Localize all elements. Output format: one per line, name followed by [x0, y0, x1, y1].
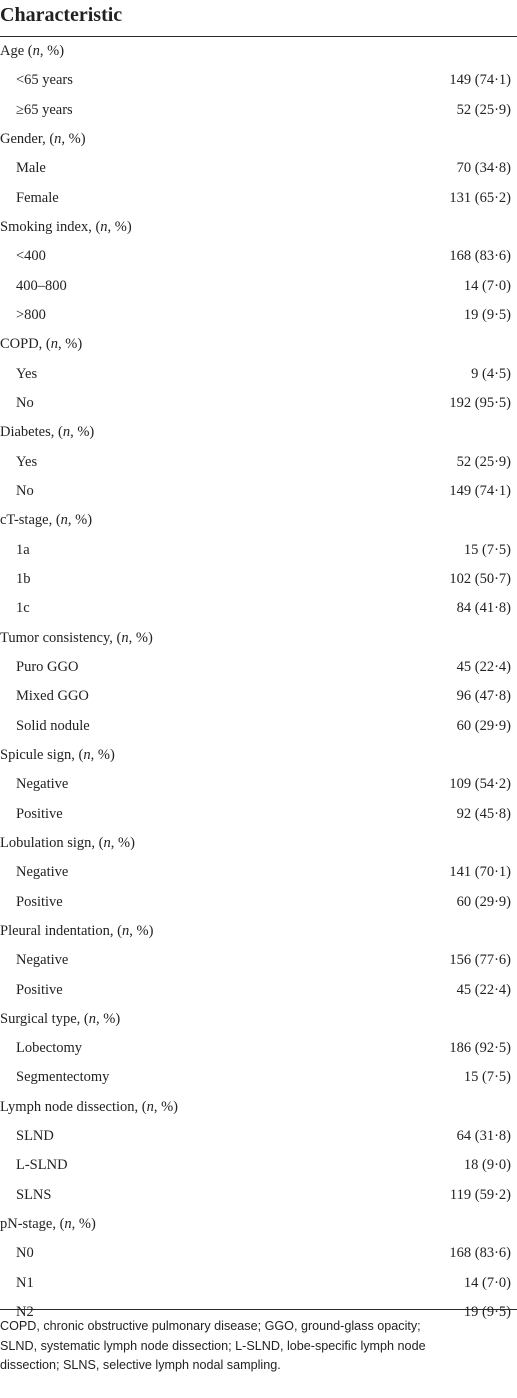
row-value: 9 (4·5): [471, 365, 511, 382]
row-label: <400: [16, 248, 46, 265]
row-label: Positive: [16, 805, 63, 822]
category-label-text: COPD, (: [0, 336, 51, 353]
footnote-line: SLND, systematic lymph node dissection; L-SLND, lobe-specific lymph node: [0, 1338, 426, 1353]
category-label-suffix: , %): [129, 922, 154, 939]
category-label-text: pN-stage, (: [0, 1216, 65, 1233]
row-value: 131 (65·2): [449, 189, 511, 206]
table-row: [0, 1122, 517, 1151]
table-row: [0, 301, 517, 330]
row-label: Female: [16, 189, 59, 206]
table-row: [0, 770, 517, 799]
category-label-suffix: , %): [70, 424, 95, 441]
category-row: [0, 1093, 517, 1122]
row-value: 192 (95·5): [449, 394, 511, 411]
category-label: [0, 424, 94, 441]
row-value: 119 (59·2): [449, 1186, 511, 1203]
category-label-n: n: [64, 1216, 72, 1233]
row-label: 1b: [16, 570, 31, 587]
category-label-n: n: [103, 834, 111, 851]
table-row: [0, 242, 517, 271]
category-label-suffix: , %): [153, 1098, 179, 1115]
row-value: 70 (34·8): [456, 160, 511, 177]
category-label-text: Diabetes, (: [0, 424, 63, 441]
row-label: Yes: [16, 453, 38, 470]
row-label: Male: [16, 160, 46, 177]
table-row: [0, 888, 517, 917]
category-label-text: Tumor consistency, (: [0, 629, 122, 646]
row-value: 96 (47·8): [456, 688, 511, 705]
row-label: N0: [16, 1245, 34, 1262]
row-label: No: [16, 394, 34, 411]
row-label: Segmentectomy: [16, 1069, 110, 1086]
table-row: [0, 653, 517, 682]
footnote-line: COPD, chronic obstructive pulmonary disease; GGO, ground-glass opacity;: [0, 1319, 421, 1333]
table-row: [0, 536, 517, 565]
row-value: 168 (83·6): [449, 1245, 511, 1262]
row-value: 92 (45·8): [456, 805, 511, 822]
table-row: [0, 184, 517, 213]
category-label: [0, 923, 153, 940]
category-label-n: n: [50, 336, 59, 353]
row-value: 102 (50·7): [449, 570, 511, 587]
category-row: [0, 330, 517, 359]
category-label-text: Age (: [0, 43, 33, 59]
category-label-n: n: [122, 922, 130, 939]
category-row: [0, 37, 517, 66]
row-label: <65 years: [16, 72, 73, 89]
row-value: 60 (29·9): [456, 717, 511, 734]
category-label: [0, 1099, 178, 1116]
row-label: Yes: [16, 365, 38, 382]
row-label: No: [16, 482, 34, 499]
category-label-n: n: [62, 424, 71, 441]
table-row: [0, 96, 517, 125]
footnote-line: dissection; SLNS, selective lymph nodal sampling.: [0, 1358, 281, 1372]
category-row: [0, 418, 517, 447]
table-header: [0, 0, 517, 37]
row-label: Solid nodule: [16, 717, 90, 734]
category-label-suffix: , %): [128, 629, 153, 646]
category-label: [0, 747, 115, 764]
category-label-n: n: [88, 1010, 96, 1027]
category-label: [0, 219, 132, 236]
category-label-n: n: [54, 130, 62, 147]
row-value: 15 (7·5): [463, 1069, 511, 1086]
table-row: [0, 682, 517, 711]
table-row: [0, 565, 517, 594]
row-value: 45 (22·4): [456, 981, 511, 998]
category-row: [0, 1210, 517, 1239]
category-label: [0, 1216, 96, 1233]
category-label-n: n: [32, 43, 40, 59]
row-value: 14 (7·0): [463, 277, 511, 294]
table-row: [0, 1269, 517, 1298]
category-label-text: cT-stage, (: [0, 512, 61, 529]
table-row: [0, 154, 517, 183]
category-row: [0, 213, 517, 242]
row-value: 19 (9·5): [463, 1304, 511, 1321]
row-label: Negative: [16, 952, 69, 969]
row-label: Lobectomy: [16, 1040, 83, 1057]
row-value: 84 (41·8): [456, 600, 511, 617]
table-bottom-rule: [0, 1309, 517, 1310]
table-row: [0, 1151, 517, 1180]
table-row: [0, 712, 517, 741]
row-value: 18 (9·0): [463, 1157, 511, 1174]
category-label: [0, 630, 153, 647]
table-row: [0, 448, 517, 477]
row-label: Positive: [16, 893, 63, 910]
category-label: [0, 512, 92, 529]
row-label: ≥65 years: [16, 101, 73, 118]
category-label-n: n: [121, 629, 129, 646]
row-label: Negative: [16, 776, 69, 793]
row-label: Negative: [16, 864, 69, 881]
table-row: [0, 1063, 517, 1092]
row-value: 186 (92·5): [449, 1040, 511, 1057]
category-row: [0, 506, 517, 535]
category-label-n: n: [83, 746, 91, 763]
category-label-suffix: , %): [110, 834, 135, 851]
row-value: 14 (7·0): [463, 1274, 511, 1291]
category-label-n: n: [60, 512, 68, 529]
table-row: [0, 360, 517, 389]
category-label-text: Pleural indentation, (: [0, 922, 123, 939]
row-value: 141 (70·1): [449, 864, 511, 881]
row-value: 19 (9·5): [463, 306, 511, 323]
row-value: 149 (74·1): [449, 72, 511, 89]
category-row: [0, 624, 517, 653]
table-row: [0, 800, 517, 829]
category-label: [0, 835, 135, 852]
table-row: [0, 1239, 517, 1268]
category-label-text: Gender, (: [0, 130, 55, 147]
table-row: [0, 946, 517, 975]
row-value: 168 (83·6): [449, 248, 511, 265]
category-label-suffix: , %): [107, 218, 132, 235]
category-label-suffix: , %): [71, 1216, 96, 1233]
row-value: 45 (22·4): [456, 658, 511, 675]
row-label: Mixed GGO: [16, 688, 89, 705]
row-value: 52 (25·9): [456, 453, 511, 470]
table-row: [0, 594, 517, 623]
table-row: [0, 1034, 517, 1063]
category-label-suffix: , %): [90, 746, 115, 763]
row-value: 15 (7·5): [463, 541, 511, 558]
category-label: [0, 131, 86, 148]
table-row: [0, 976, 517, 1005]
row-label: SLND: [16, 1128, 54, 1145]
table-row: [0, 858, 517, 887]
table-footnote: [0, 1317, 517, 1376]
row-label: SLNS: [16, 1186, 52, 1203]
table-row: [0, 477, 517, 506]
row-label: 1c: [16, 600, 30, 617]
category-label-suffix: , %): [58, 336, 83, 353]
category-label-n: n: [100, 218, 108, 235]
category-label-suffix: , %): [67, 512, 93, 529]
category-label: [0, 43, 64, 60]
row-label: N2: [16, 1304, 34, 1321]
row-label: L-SLND: [16, 1157, 68, 1174]
table-row: [0, 389, 517, 418]
row-label: 400–800: [16, 277, 67, 294]
category-label-suffix: , %): [39, 43, 65, 59]
row-label: >800: [16, 306, 46, 323]
row-label: Positive: [16, 981, 63, 998]
row-label: Puro GGO: [16, 658, 79, 675]
category-row: [0, 917, 517, 946]
row-value: 52 (25·9): [456, 101, 511, 118]
row-value: 60 (29·9): [456, 893, 511, 910]
row-label: N1: [16, 1274, 34, 1291]
row-value: 156 (77·6): [449, 952, 511, 969]
category-row: [0, 829, 517, 858]
table-row: [0, 66, 517, 95]
category-label-suffix: , %): [61, 130, 86, 147]
category-label: [0, 336, 82, 353]
category-label: [0, 1011, 120, 1028]
category-label-n: n: [146, 1098, 154, 1115]
row-label: 1a: [16, 541, 30, 558]
row-value: 149 (74·1): [449, 482, 511, 499]
category-row: [0, 1005, 517, 1034]
category-label-text: Surgical type, (: [0, 1010, 89, 1027]
category-row: [0, 125, 517, 154]
table-row: [0, 272, 517, 301]
category-label-text: Spicule sign, (: [0, 746, 84, 763]
category-row: [0, 741, 517, 770]
category-label-suffix: , %): [95, 1010, 121, 1027]
row-value: 109 (54·2): [449, 776, 511, 793]
table-body: [0, 37, 517, 1327]
category-label-text: Lobulation sign, (: [0, 834, 104, 851]
category-label-text: Smoking index, (: [0, 218, 101, 235]
row-value: 64 (31·8): [456, 1128, 511, 1145]
column-header-characteristic: Characteristic: [0, 4, 123, 26]
table-row: [0, 1181, 517, 1210]
category-label-text: Lymph node dissection, (: [0, 1098, 147, 1115]
